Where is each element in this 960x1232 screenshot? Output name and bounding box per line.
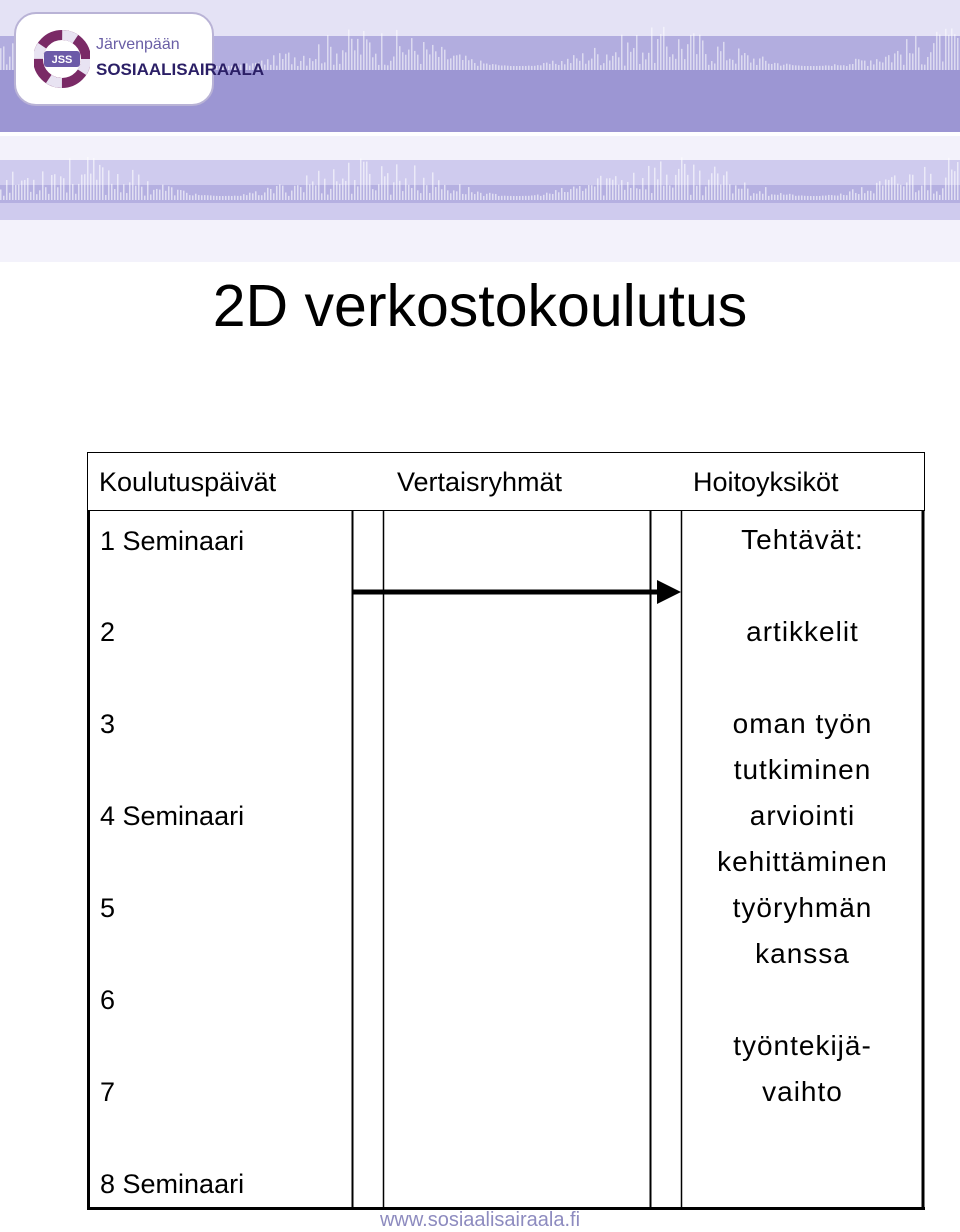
- day-row: 8 Seminaari: [100, 1169, 245, 1199]
- header-banner: [0, 0, 960, 262]
- day-row: 7: [100, 1077, 116, 1107]
- page-title: 2D verkostokoulutus: [212, 273, 748, 339]
- task-heading: Tehtävät:: [741, 524, 864, 555]
- task-item: tutkiminen: [733, 754, 872, 785]
- day-row: 3: [100, 709, 116, 739]
- header-training-days: Koulutuspäivät: [99, 467, 277, 497]
- task-item: oman työn: [732, 708, 873, 739]
- day-row: 5: [100, 893, 116, 923]
- task-item: työryhmän: [732, 892, 873, 923]
- task-item: työntekijä-: [733, 1030, 872, 1061]
- task-item: arviointi: [749, 800, 856, 831]
- logo-line-1: Järvenpään: [96, 36, 180, 53]
- header-care-units: Hoitoyksiköt: [693, 467, 839, 497]
- task-item: artikkelit: [746, 616, 859, 647]
- day-row: 6: [100, 985, 116, 1015]
- day-row: 1 Seminaari: [100, 526, 245, 556]
- task-item: kehittäminen: [717, 846, 888, 877]
- task-item: kanssa: [755, 938, 850, 969]
- hospital-logo[interactable]: [14, 12, 265, 106]
- logo-badge: JSS: [51, 54, 73, 66]
- day-row: 4 Seminaari: [100, 801, 245, 831]
- header-peer-groups: Vertaisryhmät: [397, 467, 563, 497]
- arrow-head: [657, 580, 681, 604]
- task-item: vaihto: [762, 1076, 843, 1107]
- lifebuoy-icon: [34, 24, 90, 94]
- day-row: 2: [100, 617, 116, 647]
- footer-website-link[interactable]: www.sosiaalisairaala.fi: [379, 1209, 581, 1231]
- logo-line-2: SOSIAALISAIRAALA: [96, 60, 265, 79]
